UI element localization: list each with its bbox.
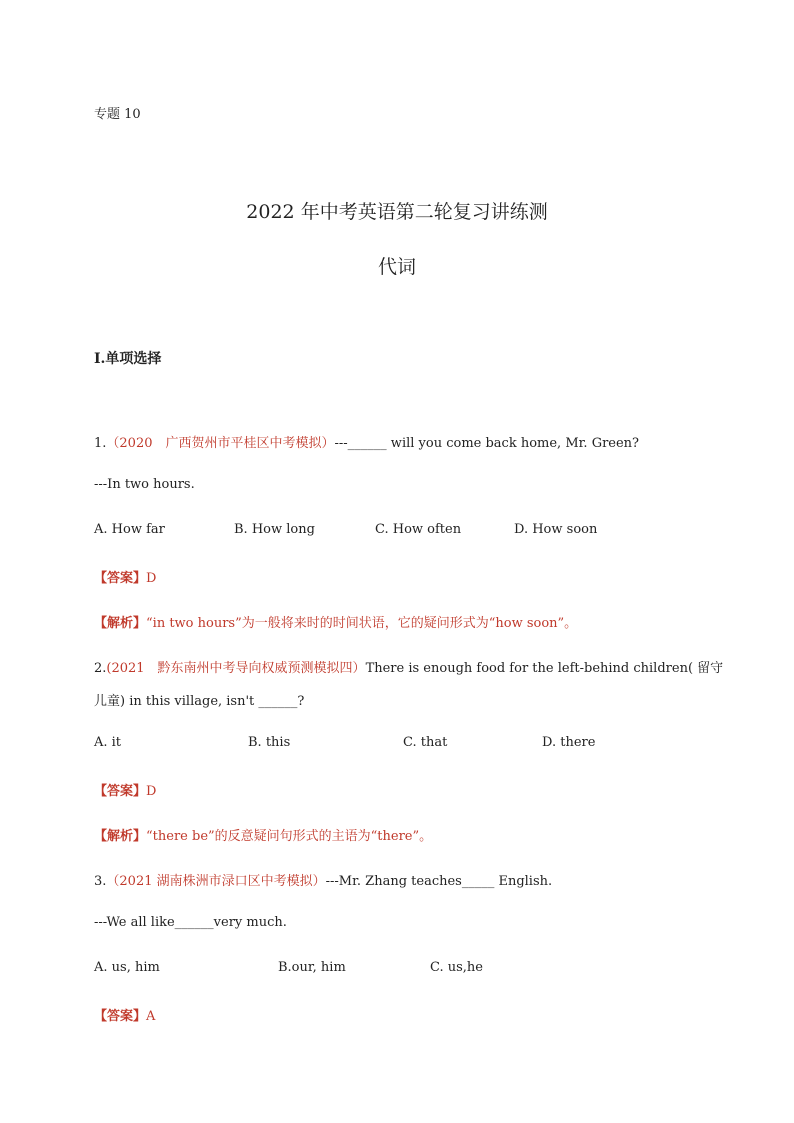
answer-tag: 【答案】 bbox=[94, 1009, 147, 1024]
question-3 bbox=[94, 870, 552, 889]
option-a: A. How far bbox=[94, 522, 165, 537]
question-2-line2: 儿童) in this village, isn't ______? bbox=[94, 694, 305, 709]
question-1-line2: ---In two hours. bbox=[94, 477, 195, 492]
option-d: D. How soon bbox=[514, 522, 598, 537]
analysis-2 bbox=[94, 825, 432, 844]
document-title: 2022 年中考英语第二轮复习讲练测 bbox=[246, 201, 548, 223]
option-c: C. us,he bbox=[430, 960, 483, 975]
answer-tag: 【答案】 bbox=[94, 571, 147, 586]
answer-value: D bbox=[146, 784, 157, 799]
question-3-line2: ---We all like______very much. bbox=[94, 915, 287, 930]
question-source: （2020 广西贺州市平桂区中考模拟） bbox=[106, 436, 335, 451]
question-source: （2021 湖南株洲市渌口区中考模拟） bbox=[106, 874, 326, 889]
answer-2 bbox=[94, 780, 156, 799]
option-b: B.our, him bbox=[278, 960, 346, 975]
answer-tag: 【答案】 bbox=[94, 784, 147, 799]
option-d: D. there bbox=[542, 735, 596, 750]
option-b: B. this bbox=[248, 735, 291, 750]
topic-label: 专题 10 bbox=[94, 107, 141, 122]
question-1 bbox=[94, 432, 639, 451]
option-c: C. that bbox=[403, 735, 448, 750]
question-stem: ---______ will you come back home, Mr. Green? bbox=[334, 436, 640, 451]
section-title: Ⅰ.单项选择 bbox=[94, 351, 162, 367]
analysis-1 bbox=[94, 612, 577, 631]
option-b: B. How long bbox=[234, 522, 315, 537]
question-number: 1. bbox=[94, 436, 107, 451]
question-stem: There is enough food for the left-behind children( 留守 bbox=[365, 661, 724, 676]
answer-3 bbox=[94, 1005, 155, 1024]
option-a: A. us, him bbox=[94, 960, 160, 975]
option-c: C. How often bbox=[375, 522, 462, 537]
answer-1 bbox=[94, 567, 156, 586]
question-number: 3. bbox=[94, 874, 107, 889]
question-source: (2021 黔东南州中考导向权威预测模拟四） bbox=[106, 661, 366, 676]
analysis-text: “in two hours”为一般将来时的时间状语，它的疑问形式为“how soon”。 bbox=[146, 616, 578, 631]
analysis-tag: 【解析】 bbox=[94, 829, 147, 844]
question-number: 2. bbox=[94, 661, 107, 676]
answer-value: A bbox=[146, 1009, 156, 1024]
answer-value: D bbox=[146, 571, 157, 586]
analysis-text: “there be”的反意疑问句形式的主语为“there”。 bbox=[146, 829, 433, 844]
analysis-tag: 【解析】 bbox=[94, 616, 147, 631]
question-stem: ---Mr. Zhang teaches_____ English. bbox=[325, 874, 553, 889]
question-2 bbox=[94, 657, 723, 676]
option-a: A. it bbox=[94, 735, 122, 750]
document-subtitle: 代词 bbox=[377, 256, 416, 278]
